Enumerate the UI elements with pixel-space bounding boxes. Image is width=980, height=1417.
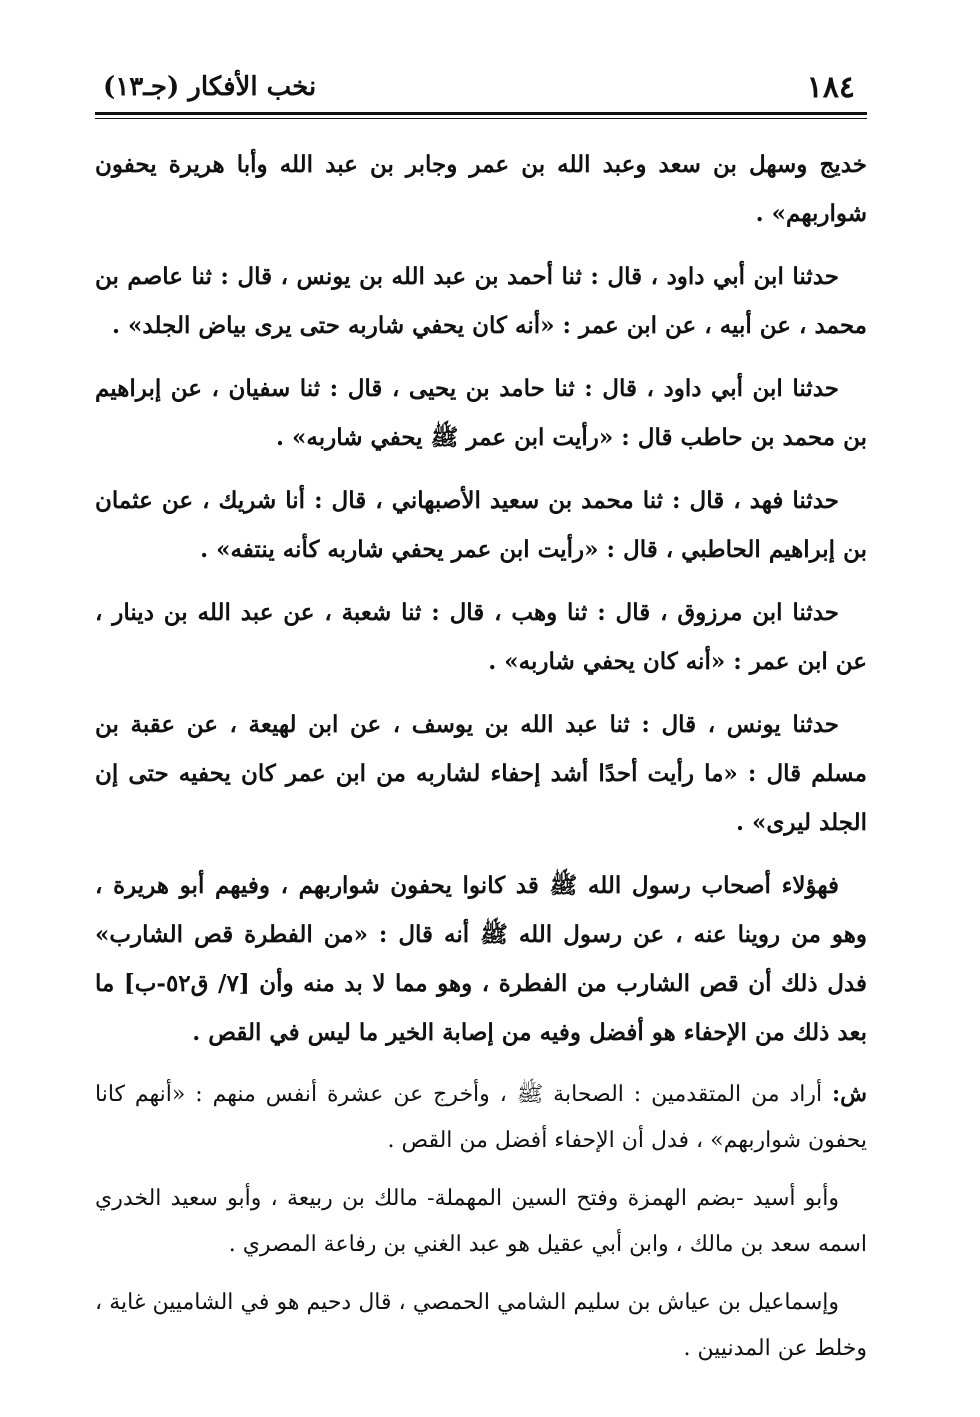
commentary-lead: ش: (832, 1081, 867, 1107)
hadith-paragraph: حدثنا يونس ، قال : ثنا عبد الله بن يوسف ، عن ابن لهيعة ، عن عقبة بن مسلم قال : «ما رأيت أحدًا أشد إحفاء لشاربه من ابن عمر كان يحفيه حتى إن الجلد ليرى» . (95, 711, 867, 836)
commentary-text: أراد من المتقدمين : الصحابة ﷺ ، وأخرج عن عشرة أنفس منهم : «أنهم كانا يحفون شواربهم» ، فدل أن الإحفاء أفضل من القص . (95, 1082, 867, 1153)
page-body (95, 140, 867, 1384)
page-header (95, 62, 867, 112)
hadith-paragraph: حدثنا فهد ، قال : ثنا محمد بن سعيد الأصبهاني ، قال : أنا شريك ، عن عثمان بن إبراهيم الحاطبي ، قال : «رأيت ابن عمر يحفي شاربه كأنه ينتفه» . (95, 487, 867, 563)
header-rule-thick (95, 112, 867, 115)
book-page (95, 62, 867, 1362)
note-paragraph: وإسماعيل بن عياش بن سليم الشامي الحمصي ، قال دحيم هو في الشاميين غاية ، وخلط عن المدنيين . (95, 1290, 867, 1361)
note-paragraph: وأبو أسيد -بضم الهمزة وفتح السين المهملة- مالك بن ربيعة ، وأبو سعيد الخدري اسمه سعد بن مالك ، وابن أبي عقيل هو عبد الغني بن رفاعة المصري . (95, 1186, 867, 1257)
hadith-paragraph: حدثنا ابن مرزوق ، قال : ثنا وهب ، قال : ثنا شعبة ، عن عبد الله بن دينار ، عن ابن عمر : «أنه كان يحفي شاربه» . (95, 599, 867, 675)
header-rule-thin (95, 118, 867, 119)
commentary-paragraph (95, 1071, 867, 1164)
hadith-paragraph: خديج وسهل بن سعد وعبد الله بن عمر وجابر بن عبد الله وأبا هريرة يحفون شواربهم» . (95, 151, 867, 227)
running-title: نخب الأفكار (جـ١٣) (103, 72, 317, 102)
hadith-paragraph: حدثنا ابن أبي داود ، قال : ثنا حامد بن يحيى ، قال : ثنا سفيان ، عن إبراهيم بن محمد بن حاطب قال : «رأيت ابن عمر ﷺ يحفي شاربه» . (95, 375, 867, 451)
hadith-paragraph: حدثنا ابن أبي داود ، قال : ثنا أحمد بن عبد الله بن يونس ، قال : ثنا عاصم بن محمد ، عن أبيه ، عن ابن عمر : «أنه كان يحفي شاربه حتى يرى بياض الجلد» . (95, 263, 867, 339)
page-number: ١٨٤ (806, 70, 855, 105)
conclusion-paragraph: فهؤلاء أصحاب رسول الله ﷺ قد كانوا يحفون شواربهم ، وفيهم أبو هريرة ، وهو من روينا عنه ، عن رسول الله ﷺ أنه قال : «من الفطرة قص الشارب» فدل ذلك أن قص الشارب من الفطرة ، وهو مما لا بد منه وأن [٧/ ق٥٢-ب] ما بعد ذلك من الإحفاء هو أفضل وفيه من إصابة الخير ما ليس في القص . (95, 872, 867, 1046)
